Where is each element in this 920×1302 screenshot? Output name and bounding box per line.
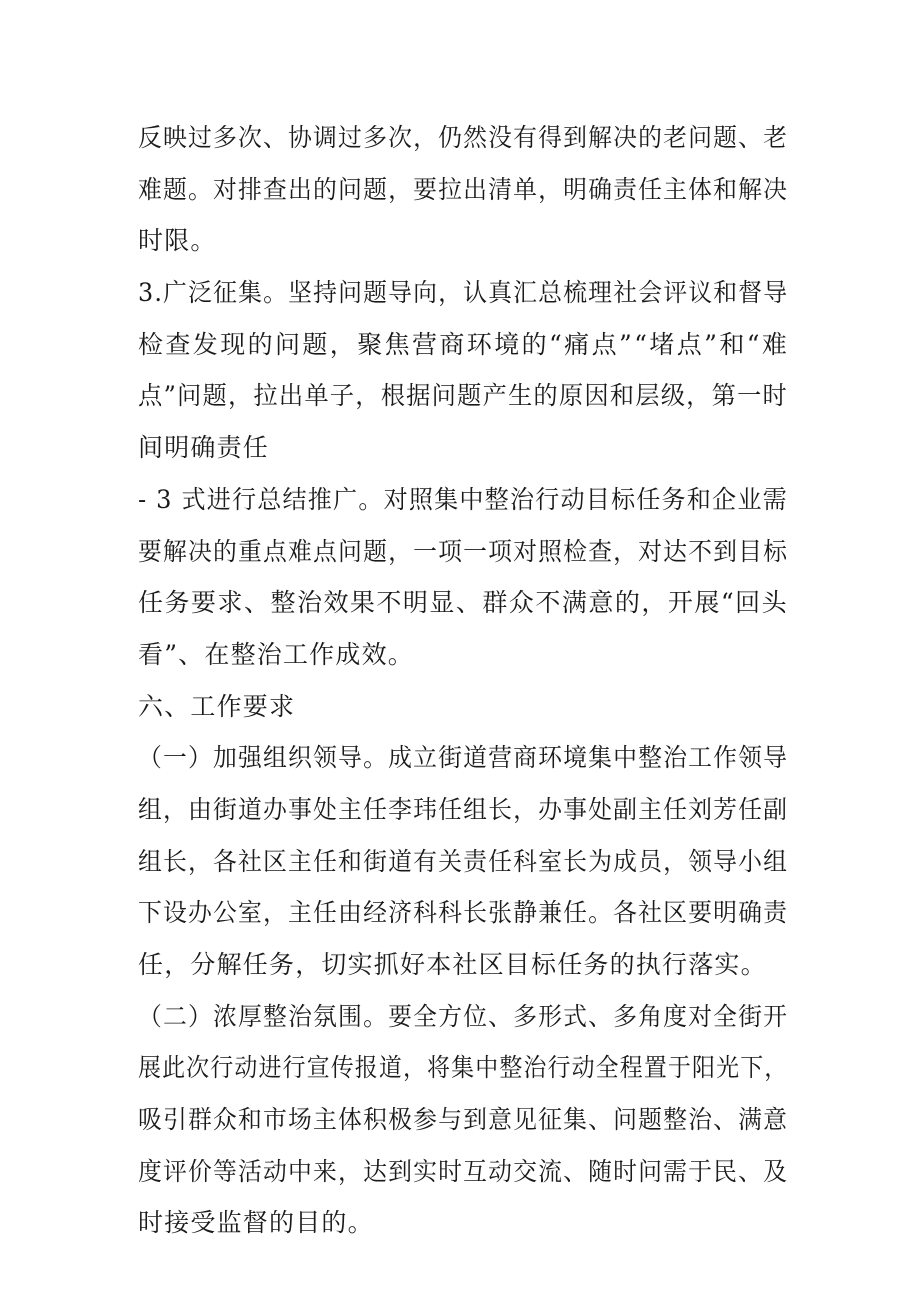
text-line: 看”、在整治工作成效。 [138,639,414,669]
text-line: - 3 式进行总结推广。对照集中整治行动目标任务和企业需 [138,484,788,514]
text-line: （一）加强组织领导。成立街道营商环境集中整治工作领导 [138,743,789,773]
text-line: 展此次行动进行宣传报道，将集中整治行动全程置于阳光下， [138,1053,789,1083]
text-line: （二）浓厚整治氛围。要全方位、多形式、多角度对全街开 [138,1001,789,1031]
text-line: 要解决的重点难点问题，一项一项对照检查，对达不到目标 [138,536,789,566]
text-line: 间明确责任 [138,433,270,463]
text-line: 吸引群众和市场主体积极参与到意见征集、问题整治、满意 [138,1105,789,1135]
text-line: 检查发现的问题，聚焦营商环境的“痛点”“堵点”和“难 [138,329,790,359]
text-line: 度评价等活动中来，达到实时互动交流、随时问需于民、及 [138,1156,789,1186]
text-line: 下设办公室，主任由经济科科长张静兼任。各社区要明确责 [138,898,789,928]
text-line: 任务要求、整治效果不明显、群众不满意的，开展“回头 [138,588,789,618]
text-line: 点”问题，拉出单子，根据问题产生的原因和层级，第一时 [138,381,788,411]
text-line: 反映过多次、协调过多次，仍然没有得到解决的老问题、老 [138,123,789,152]
text-line: 3.广泛征集。坚持问题导向，认真汇总梳理社会评议和督导 [138,278,789,308]
text-line: 时限。 [138,226,217,256]
text-line: 难题。对排查出的问题，要拉出清单，明确责任主体和解决 [138,174,789,204]
text-line: 时接受监督的目的。 [138,1208,374,1238]
document-body [138,112,788,1249]
text-line: 组，由街道办事处主任李玮任组长，办事处副主任刘芳任副 [138,794,789,824]
text-line: 组长，各社区主任和街道有关责任科室长为成员，领导小组 [138,846,789,876]
text-line: 任，分解任务，切实抓好本社区目标任务的执行落实。 [138,950,767,979]
text-line: 六、工作要求 [138,691,296,721]
